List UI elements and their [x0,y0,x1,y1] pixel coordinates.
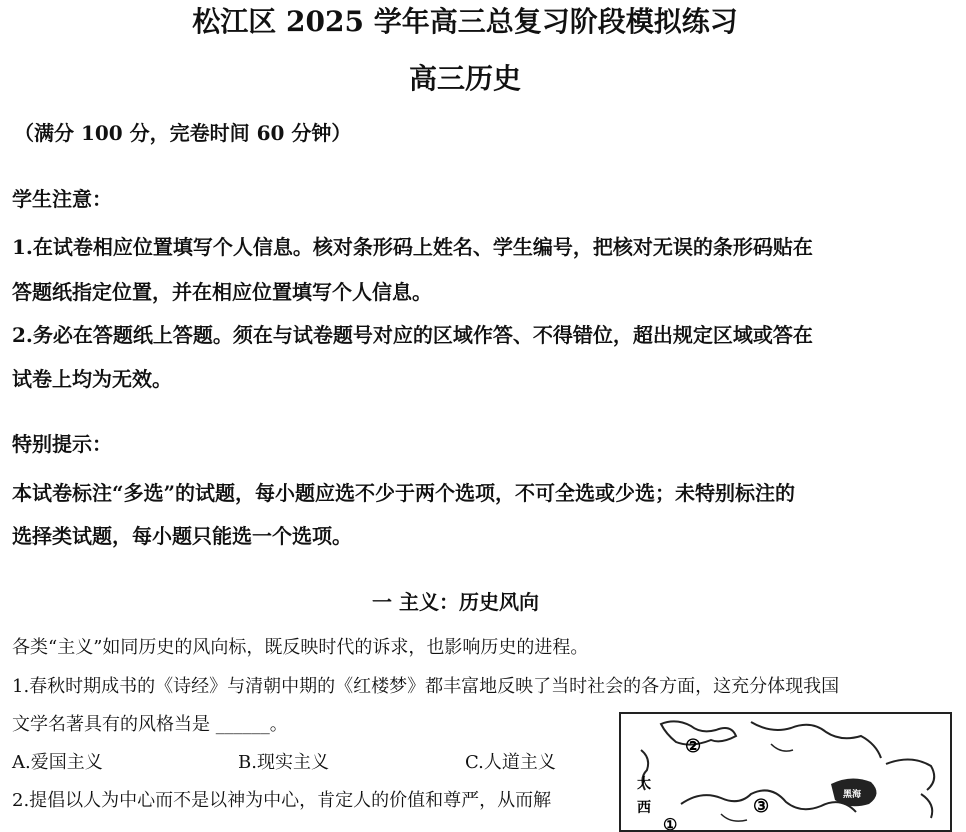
tips-line-1: 本试卷标注“多选”的试题，每小题应选不少于两个选项，不可全选或少选；未特别标注的 [12,481,796,505]
map-label-da: 大 [637,776,651,792]
europe-map-figure [619,712,952,832]
tips-line-2: 选择类试题，每小题只能选一个选项。 [12,524,352,548]
tips-heading: 特别提示： [12,432,112,456]
notice-item-2-line-1: 2.务必在答题纸上答题。须在与试卷题号对应的区域作答、不得错位，超出规定区域或答在 [12,323,813,347]
notice-item-1-line-2: 答题纸指定位置，并在相应位置填写个人信息。 [12,280,432,304]
question-1-option-a: A.爱国主义 [12,752,103,773]
map-label-black-sea: 黑海 [843,790,862,800]
question-2-line-1: 2.提倡以人为中心而不是以神为中心，肯定人的价值和尊严，从而解 [12,790,552,811]
subject-title: 高三历史 [408,62,521,95]
map-marker-2: ② [685,736,702,757]
notice-heading: 学生注意： [12,187,112,211]
question-1-line-2: 文学名著具有的风格当是 ______。 [12,714,288,735]
section-intro: 各类“主义”如同历史的风向标，既反映时代的诉求，也影响历史的进程。 [12,637,589,658]
section-heading: 一 主义：历史风向 [372,590,539,614]
question-1-line-1: 1.春秋时期成书的《诗经》与清朝中期的《红楼梦》都丰富地反映了当时社会的各方面，这充分体现我国 [12,676,840,697]
question-1-option-b: B.现实主义 [238,752,329,773]
notice-item-1-line-1: 1.在试卷相应位置填写个人信息。核对条形码上姓名、学生编号，把核对无误的条形码贴在 [12,235,813,259]
question-1-option-c: C.人道主义 [465,752,556,773]
exam-title: 松江区 2025 学年高三总复习阶段模拟练习 [192,5,738,38]
map-marker-3: ③ [753,796,770,817]
map-label-xi: 西 [637,800,651,816]
notice-item-2-line-2: 试卷上均为无效。 [12,367,172,391]
europe-map-drawing [621,714,952,832]
map-marker-1: ① [663,815,678,832]
exam-info: （满分 100 分，完卷时间 60 分钟） [14,121,352,145]
